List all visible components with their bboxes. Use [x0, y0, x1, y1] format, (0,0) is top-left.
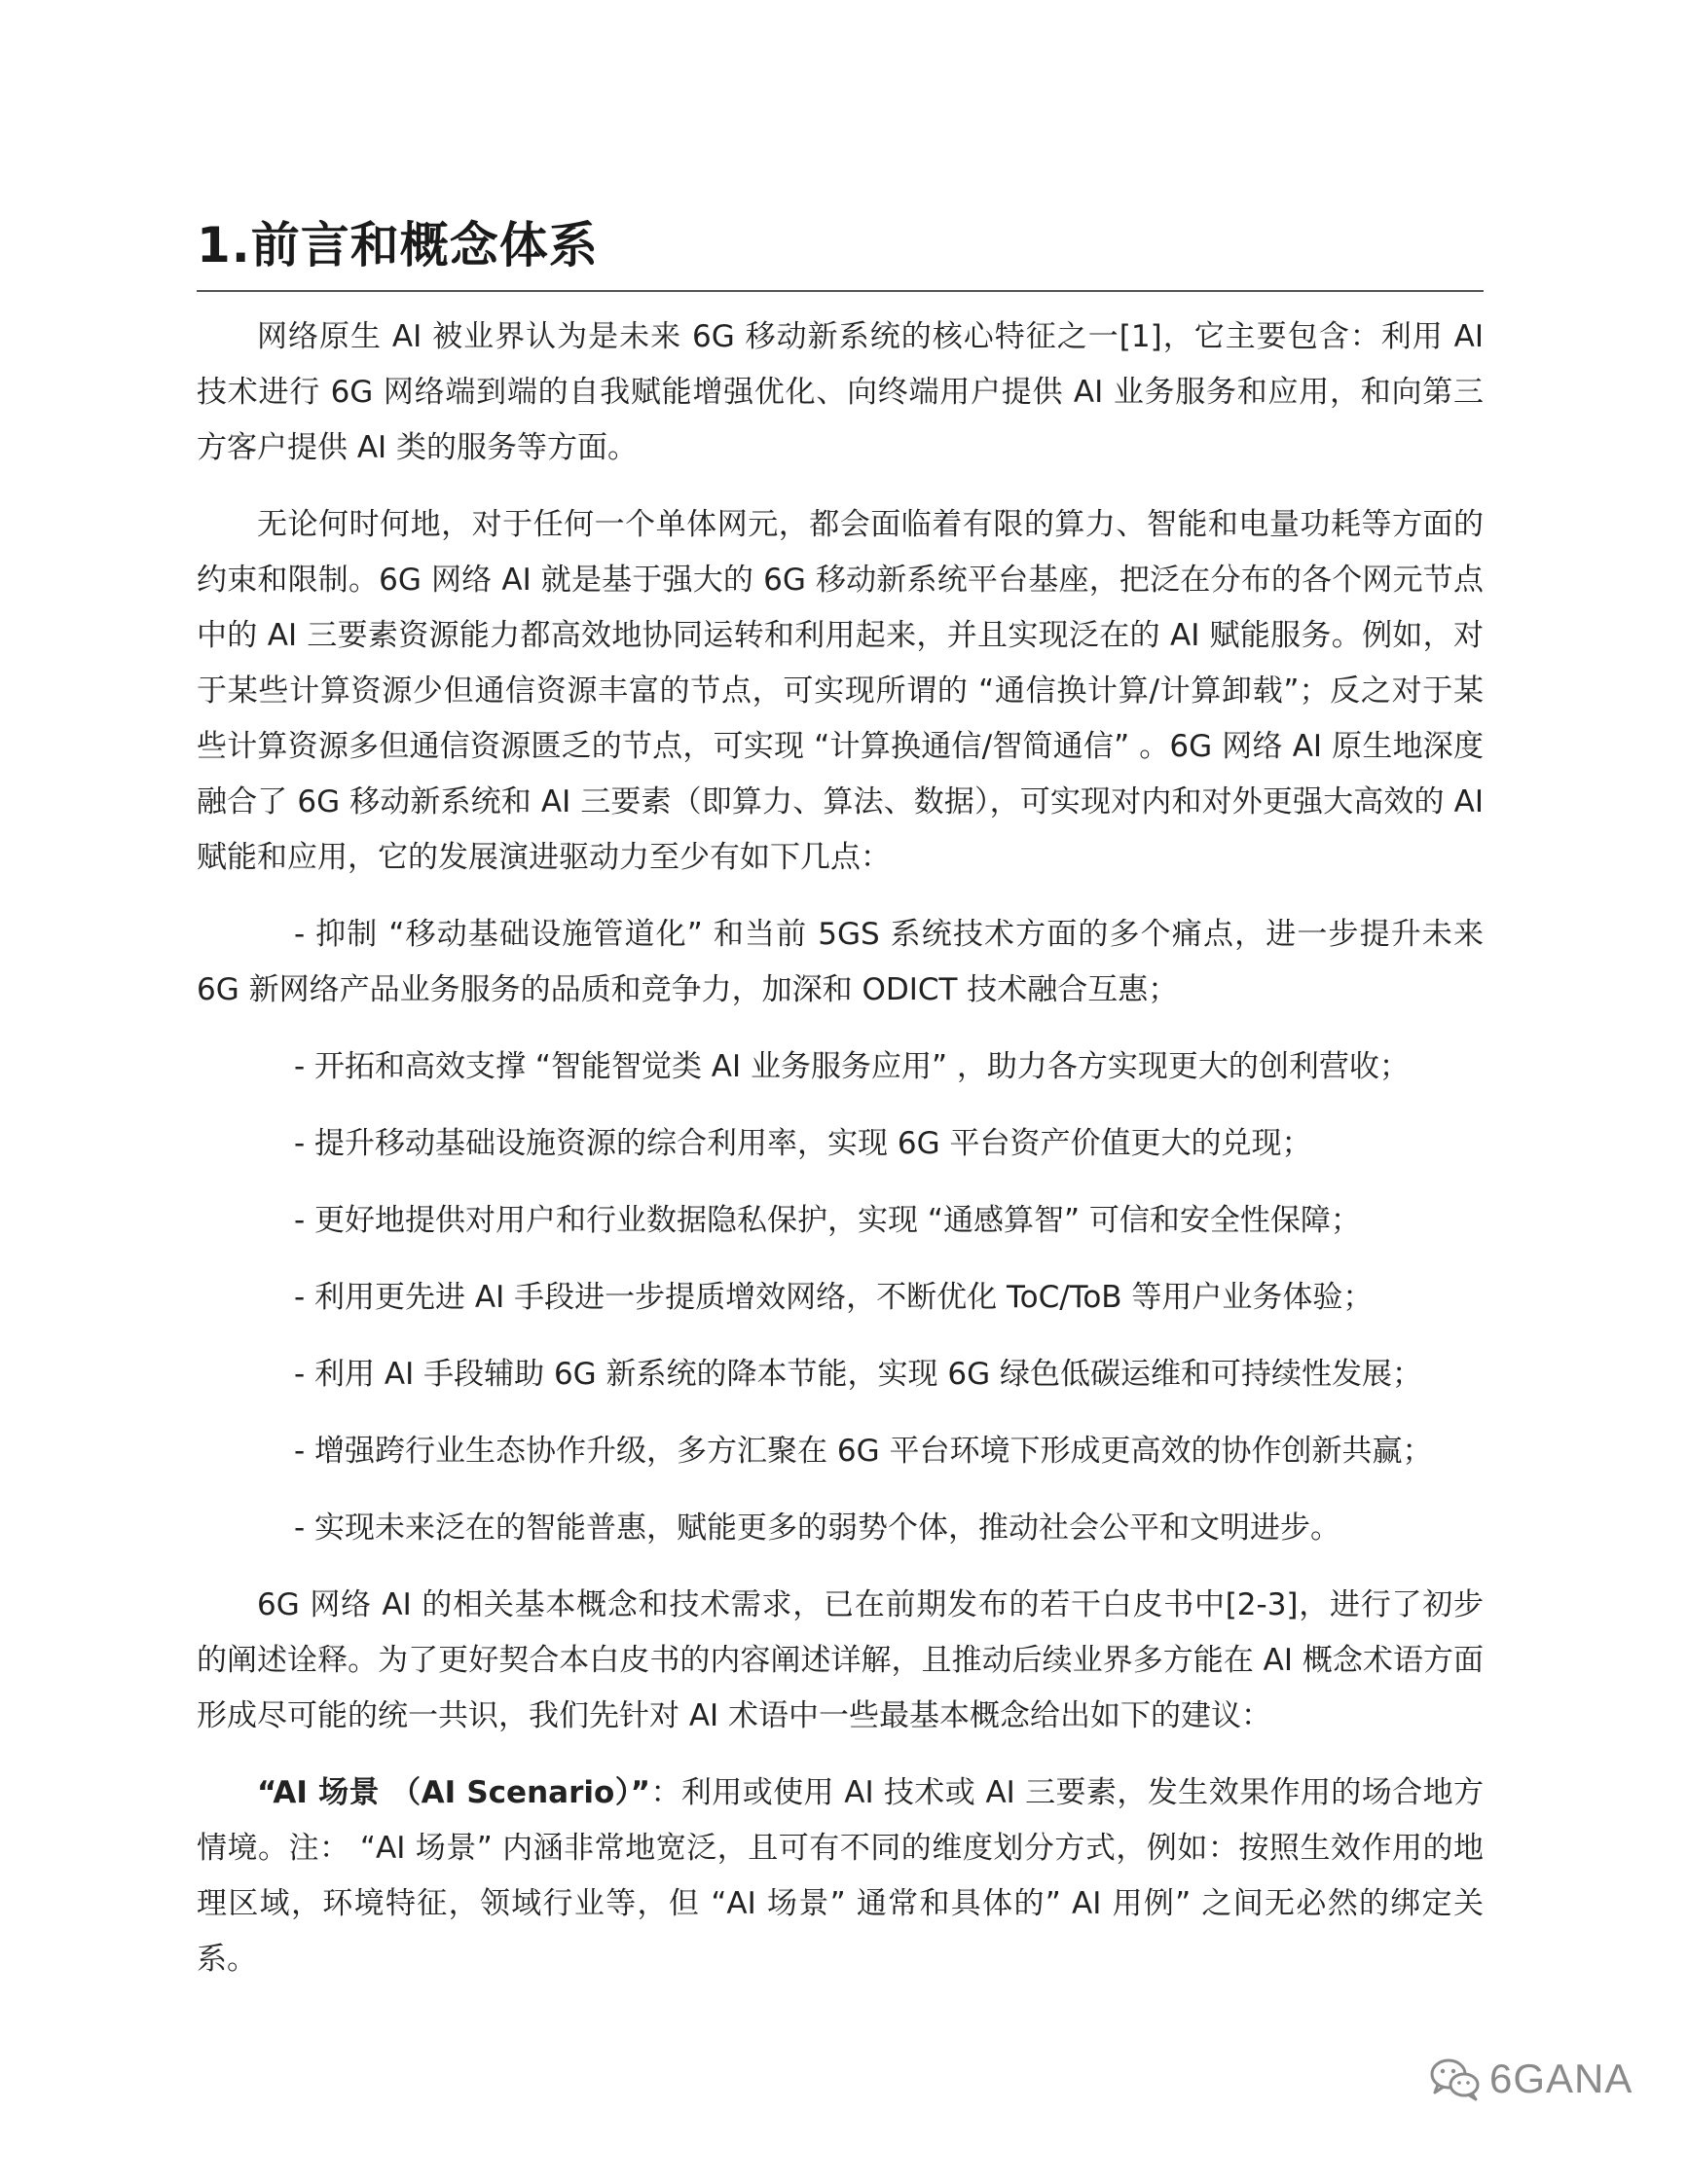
definition-ai-scenario	[197, 1765, 1484, 1987]
section-body	[197, 309, 1484, 2009]
paragraph-context: 无论何时何地，对于任何一个单体网元，都会面临着有限的算力、智能和电量功耗等方面的约束和限制。6G 网络 AI 就是基于强大的 6G 移动新系统平台基座，把泛在分布的各个网元节点中的 AI 三要素资源能力都高效地协同运转和利用起来，并且实现泛在的 AI 赋能服务。例如，对于某些计算资源少但通信资源丰富的节点，可实现所谓的 “通信换计算/计算卸载”；反之对于某些计算资源多但通信资源匮乏的节点，可实现 “计算换通信/智简通信” 。6G 网络 AI 原生地深度融合了 6G 移动新系统和 AI 三要素（即算力、算法、数据），可实现对内和对外更强大高效的 AI 赋能和应用，它的发展演进驱动力至少有如下几点：	[197, 507, 1484, 875]
heading-divider	[197, 290, 1484, 292]
bullet-item: - 利用 AI 手段辅助 6G 新系统的降本节能，实现 6G 绿色低碳运维和可持续性发展；	[294, 1357, 1423, 1392]
bullet-item: - 实现未来泛在的智能普惠，赋能更多的弱势个体，推动社会公平和文明进步。	[294, 1511, 1341, 1546]
bullet-item: - 开拓和高效支撑 “智能智觉类 AI 业务服务应用” ，助力各方实现更大的创利营收；	[294, 1049, 1410, 1084]
bullet-item: - 增强跨行业生态协作升级，多方汇聚在 6G 平台环境下形成更高效的协作创新共赢；	[294, 1434, 1433, 1469]
wechat-icon	[1429, 2057, 1482, 2101]
bullet-item: - 抑制 “移动基础设施管道化” 和当前 5GS 系统技术方面的多个痛点，进一步提升未来 6G 新网络产品业务服务的品质和竞争力，加深和 ODICT 技术融合互惠；	[197, 917, 1484, 1007]
paragraph-intro: 网络原生 AI 被业界认为是未来 6G 移动新系统的核心特征之一[1]，它主要包含：利用 AI 技术进行 6G 网络端到端的自我赋能增强优化、向终端用户提供 AI 业务服务和应用，和向第三方客户提供 AI 类的服务等方面。	[197, 319, 1484, 465]
watermark	[1429, 2056, 1633, 2102]
watermark-text: 6GANA	[1489, 2056, 1633, 2101]
bullet-item: - 利用更先进 AI 手段进一步提质增效网络，不断优化 ToC/ToB 等用户业务体验；	[294, 1280, 1374, 1315]
definition-term: “AI 场景 （AI Scenario）”	[257, 1775, 651, 1810]
definition-text: ：利用或使用 AI 技术或 AI 三要素，发生效果作用的场合地方情境。注： “AI 场景” 内涵非常地宽泛，且可有不同的维度划分方式，例如：按照生效作用的地理区域，环境特征，领域行业等，但 “AI 场景” 通常和具体的” AI 用例” 之间无必然的绑定关系。	[197, 1775, 1485, 1977]
section-heading: 1.前言和概念体系	[197, 217, 599, 273]
paragraph-concepts: 6G 网络 AI 的相关基本概念和技术需求，已在前期发布的若干白皮书中[2-3]，进行了初步的阐述诠释。为了更好契合本白皮书的内容阐述详解，且推动后续业界多方能在 AI 概念术语方面形成尽可能的统一共识，我们先针对 AI 术语中一些最基本概念给出如下的建议：	[197, 1587, 1484, 1733]
bullet-item: - 更好地提供对用户和行业数据隐私保护，实现 “通感算智” 可信和安全性保障；	[294, 1203, 1361, 1238]
bullet-item: - 提升移动基础设施资源的综合利用率，实现 6G 平台资产价值更大的兑现；	[294, 1126, 1312, 1161]
